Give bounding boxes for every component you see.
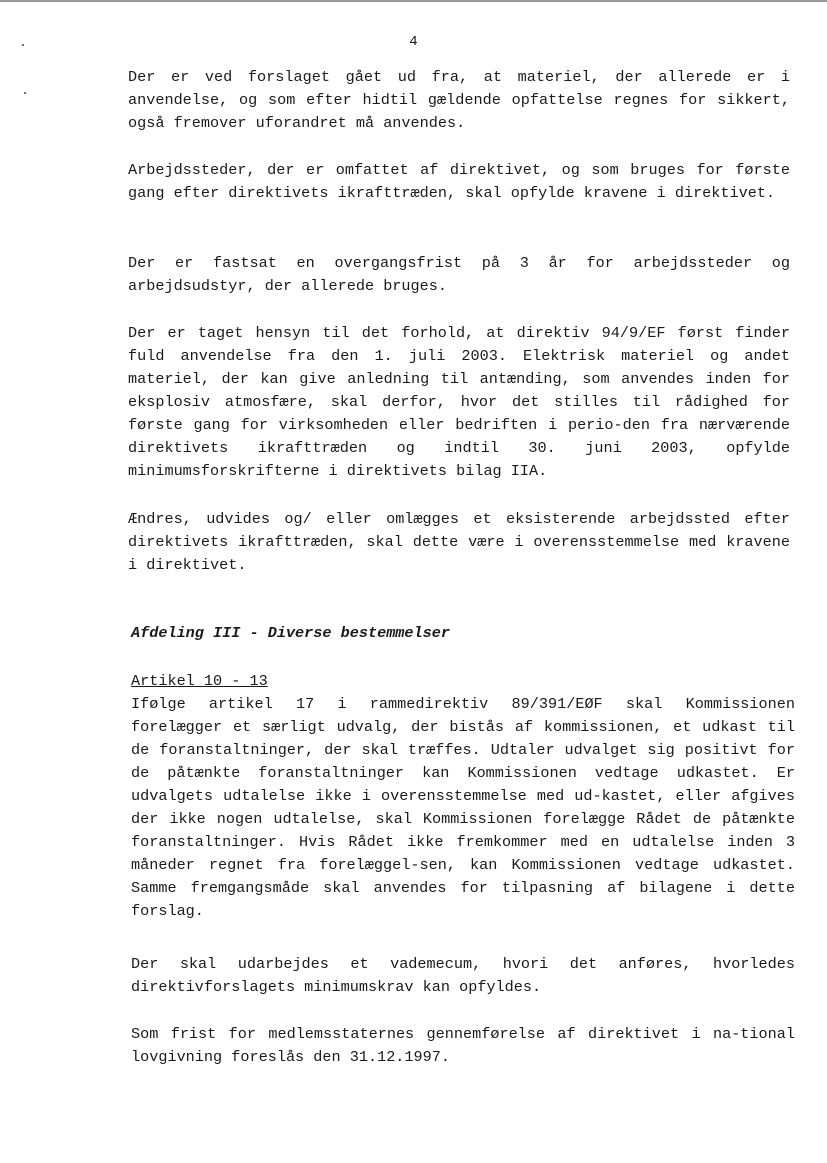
- section-heading: Afdeling III - Diverse bestemmelser: [131, 624, 450, 642]
- scan-speck: [24, 92, 26, 94]
- page-number: 4: [409, 34, 418, 50]
- paragraph-vademecum: Der skal udarbejdes et vademecum, hvori det anføres, hvorledes direktivforslagets minimumskrav kan opfyldes.: [131, 955, 795, 996]
- top-border-line: [0, 0, 827, 2]
- paragraph-transition-period: Der er fastsat en overgangsfrist på 3 år for arbejdssteder og arbejdsudstyr, der allerede bruges.: [128, 254, 790, 295]
- paragraph-workplaces: Arbejdssteder, der er omfattet af direktivet, og som bruges for første gang efter direktivets ikrafttræden, skal opfylde kravene i direktivet.: [128, 161, 790, 202]
- article-subheading: Artikel 10 - 13: [131, 672, 268, 690]
- paragraph-article-17: Ifølge artikel 17 i rammedirektiv 89/391/EØF skal Kommissionen forelægger et særligt udvalg, der bistås af kommissionen, et udkast til de foranstaltninger, der skal træffes. Udtaler udvalget sig positivt for de påtænkte foranstaltninger kan Kommissionen vedtage udkastet. Er udvalgets udtalelse ikke i overensstemmelse med ud-kastet, eller afgives der ikke nogen udtalelse, skal Kommissionen forelægge Rådet de påtænkte foranstaltninger. Hvis Rådet ikke fremkommer med en udtalelse inden 3 måneder regnet fra forelæggel-sen, kan Kommissionen vedtage udkastet. Samme fremgangsmåde skal anvendes for tilpasning af bilagene i dette forslag.: [131, 695, 795, 920]
- paragraph-changes: Ændres, udvides og/ eller omlægges et eksisterende arbejdssted efter direktivets ikrafttræden, skal dette være i overensstemmelse med kravene i direktivet.: [128, 510, 790, 574]
- paragraph-directive-94-9: Der er taget hensyn til det forhold, at direktiv 94/9/EF først finder fuld anvendelse fra den 1. juli 2003. Elektrisk materiel og andet materiel, der kan give anledning til antænding, som anvendes inden for eksplosiv atmosfære, skal derfor, hvor det stilles til rådighed for første gang for virksomheden eller bedriften i perio-den fra nærværende direktivets ikrafttræden og indtil 30. juni 2003, opfylde minimumsforskrifterne i direktivets bilag IIA.: [128, 324, 790, 480]
- paragraph-deadline: Som frist for medlemsstaternes gennemførelse af direktivet i na-tional lovgivning foreslås den 31.12.1997.: [131, 1025, 795, 1066]
- paragraph-existing-equipment: Der er ved forslaget gået ud fra, at materiel, der allerede er i anvendelse, og som efter hidtil gældende opfattelse regnes for sikkert, også fremover uforandret må anvendes.: [128, 68, 790, 132]
